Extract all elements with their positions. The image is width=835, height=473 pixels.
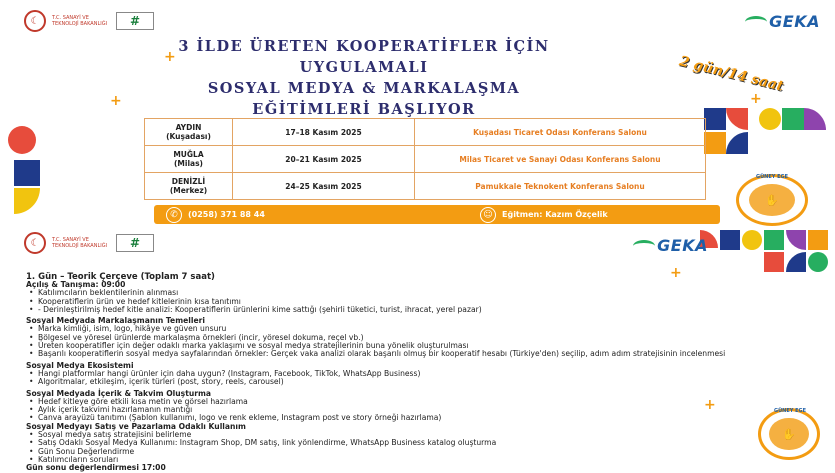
list-item: • Aylık içerik takvimi hazırlamanın mantığı [26, 406, 786, 414]
cooperative-badge [736, 174, 808, 226]
cooperative-badge-label: GÜNEY EGE [774, 408, 807, 414]
geka-arc-icon [633, 240, 655, 252]
cooperative-badge [758, 408, 820, 460]
geka-logo [633, 236, 708, 255]
list-item: • Sosyal medya satış stratejisini belirleme [26, 431, 786, 439]
events-table [144, 118, 706, 200]
geka-name: GEKA [769, 12, 820, 31]
section-heading: Sosyal Medyada Markalaşmanın Temelleri [26, 316, 205, 326]
section-heading: Açılış & Tanışma: 09:00 [26, 280, 126, 289]
trainer-icon: ☺ [480, 207, 496, 223]
list-item: • Katılımcıların soruları [26, 456, 786, 464]
event-venue: Milas Ticaret ve Sanayi Odası Konferans Salonu [415, 146, 706, 173]
list-item: • Bölgesel ve yöresel ürünlerde markalaşma örnekleri (incir, yöresel dokuma, reçel vb.) [26, 334, 786, 342]
geka-name: GEKA [657, 236, 708, 255]
flyer-page-1 [14, 6, 834, 228]
event-date: 17–18 Kasım 2025 [233, 119, 415, 146]
list-item: • Hedef kitleye göre etkili kısa metin ve görsel hazırlama [26, 398, 786, 406]
event-date: 20–21 Kasım 2025 [233, 146, 415, 173]
table-row [145, 173, 706, 200]
title-line-2: UYGULAMALI [299, 59, 429, 76]
title-line-1: 3 İLDE ÜRETEN KOOPERATİFLER İÇİN [178, 38, 550, 55]
event-city: DENİZLİ [171, 177, 206, 186]
title-line-3: SOSYAL MEDYA & MARKALAŞMA [207, 80, 521, 97]
ministry-name: T.C. SANAYİ VE TEKNOLOJİ BAKANLIĞI [52, 237, 108, 249]
closing-time: Gün sonu değerlendirmesi 17:00 [26, 463, 166, 473]
event-city: MUĞLA [173, 150, 204, 159]
list-item: • Satış Odaklı Sosyal Medya Kullanımı: Instagram Shop, DM satış, link yönlendirme, WhatsApp Business katalog oluşturma [26, 439, 786, 447]
event-district: (Kuşadası) [166, 132, 211, 141]
event-venue: Pamukkale Teknokent Konferans Salonu [415, 173, 706, 200]
duration-badge: 2 gün/14 saat [677, 53, 786, 95]
geka-logo [745, 12, 820, 31]
section-heading: Sosyal Medyayı Satış ve Pazarlama Odaklı Kullanım [26, 421, 246, 431]
section-heading: Sosyal Medya Ekosistemi [26, 360, 134, 370]
ministry-logo [24, 10, 154, 32]
ministry-logo [24, 232, 154, 254]
table-row [145, 119, 706, 146]
list-item: • Hangi platformlar hangi ürünler için daha uygun? (Instagram, Facebook, TikTok, WhatsApp Business) [26, 370, 786, 378]
event-district: (Milas) [174, 159, 203, 168]
event-city: AYDIN [175, 123, 202, 132]
list-item: • Gün Sonu Değerlendirme [26, 448, 786, 456]
plus-decoration-icon: + [670, 265, 682, 281]
trainer-name: Eğitmen: Kazım Özçelik [502, 210, 608, 219]
decorative-shapes-left [14, 126, 54, 216]
list-item: • - Derinleştirilmiş hedef kitle analizi: Kooperatiflerin ürünlerini kime sattığı (şehirli tüketici, turist, ihracat, yerel pazar) [26, 306, 786, 314]
plus-decoration-icon: + [164, 49, 176, 65]
plus-decoration-icon: + [750, 91, 762, 107]
day-title: 1. Gün – Teorik Çerçeve (Toplam 7 saat) [26, 272, 215, 282]
plus-decoration-icon: + [110, 93, 122, 109]
handshake-icon: ✋ [769, 418, 808, 450]
list-item: • Algoritmalar, etkileşim, içerik türleri (post, story, reels, carousel) [26, 378, 786, 386]
list-item: • Marka kimliği, isim, logo, hikâye ve güven unsuru [26, 325, 786, 333]
plus-decoration-icon: + [704, 397, 716, 413]
hashtag-logo: # [116, 234, 154, 252]
agenda [26, 281, 786, 473]
phone-number[interactable]: (0258) 371 88 44 [188, 210, 265, 219]
event-venue: Kuşadası Ticaret Odası Konferans Salonu [415, 119, 706, 146]
title-line-4: EĞİTİMLERİ BAŞLIYOR [252, 101, 476, 118]
ministry-seal-icon: ☾ [24, 10, 46, 32]
contact-bar [154, 205, 720, 224]
ministry-seal-icon: ☾ [24, 232, 46, 254]
event-date: 24–25 Kasım 2025 [233, 173, 415, 200]
section-heading: Sosyal Medyada İçerik & Takvim Oluşturma [26, 388, 212, 398]
list-item: • Üreten kooperatifler için değer odaklı marka yaklaşımı ve sosyal medya stratejilerinin buna yönelik oluşturulması [26, 342, 786, 350]
table-row [145, 146, 706, 173]
handshake-icon: ✋ [749, 184, 795, 216]
flyer-page-2 [14, 228, 834, 473]
list-item: • Katılımcıların beklentilerinin alınması [26, 289, 786, 297]
list-item: • Başarılı kooperatiflerin sosyal medya sayfalarından örnekler: Gerçek vaka analizi olarak başarılı olmuş bir kooperatif hesabı (Türkiye'den) seçilip, adım adım stratejisinin incelenmesi [26, 350, 786, 358]
event-district: (Merkez) [169, 186, 208, 195]
list-item: • Kooperatiflerin ürün ve hedef kitlelerinin kısa tanıtımı [26, 298, 786, 306]
ministry-name: T.C. SANAYİ VE TEKNOLOJİ BAKANLIĞI [52, 15, 108, 27]
geka-arc-icon [745, 16, 767, 28]
hashtag-logo: # [116, 12, 154, 30]
phone-icon: ✆ [166, 207, 182, 223]
list-item: • Canva arayüzü tanıtımı (Şablon kullanımı, logo ve renk ekleme, Instagram post ve story örneği hazırlama) [26, 414, 786, 422]
cooperative-badge-label: GÜNEY EGE [756, 174, 789, 180]
